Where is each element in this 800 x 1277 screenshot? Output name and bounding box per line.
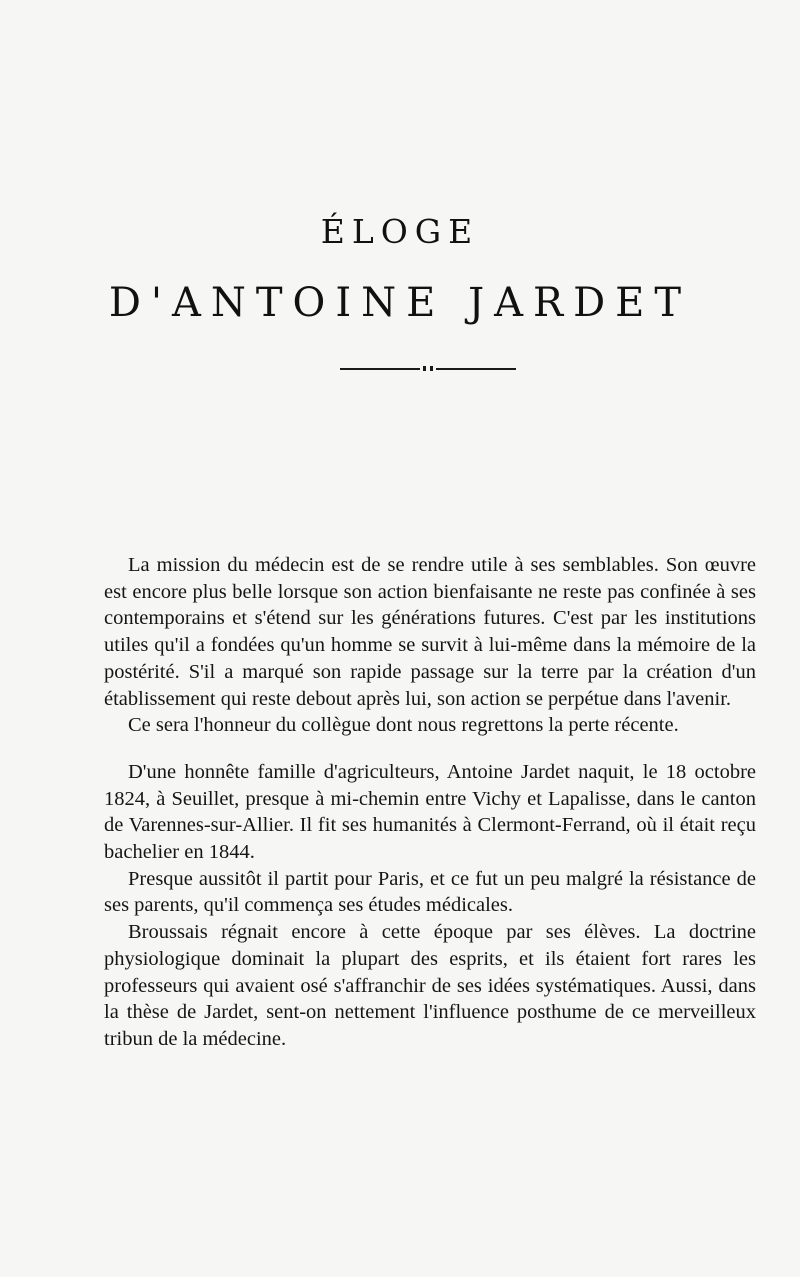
page-subtitle: D'ANTOINE JARDET: [108, 280, 692, 326]
title-ornament-rule: [340, 365, 516, 373]
paragraph: Presque aussitôt il partit pour Paris, et ce fut un peu malgré la résistance de ses parents, qu'il commença ses études médicales.: [104, 867, 756, 917]
paragraph: Broussais régnait encore à cette époque par ses élèves. La doctrine physiologique dominait la plupart des esprits, et ils étaient fort rares les professeurs qui avaient osé s'affranchir de ses idées systématiques. Aussi, dans la thèse de Jardet, sent-on nettement l'influence posthume de ce merveilleux tribun de la médecine.: [104, 921, 756, 1050]
page-title: ÉLOGE: [320, 212, 480, 251]
body-text: [104, 552, 756, 1053]
reverse-side-show-through: [100, 120, 760, 149]
paragraph: La mission du médecin est de se rendre utile à ses semblables. Son œuvre est encore plus belle lorsque son action bienfaisante ne reste pas confinée à ses contemporains et s'étend sur les générations futures. C'est par les institutions utiles qu'il a fondées qu'un homme se survit à lui-même dans la mémoire de la postérité. S'il a marqué son rapide passage sur la terre par la création d'un établissement qui reste debout après lui, son action se perpétue dans l'avenir.: [104, 554, 756, 710]
paragraph: D'une honnête famille d'agriculteurs, Antoine Jardet naquit, le 18 octobre 1824, à Seuillet, presque à mi-chemin entre Vichy et Lapalisse, dans le canton de Varennes-sur-Allier. Il fit ses humanités à Clermont-Ferrand, où il était reçu bachelier en 1844.: [104, 760, 756, 864]
paragraph: Ce sera l'honneur du collègue dont nous regrettons la perte récente.: [128, 714, 679, 737]
